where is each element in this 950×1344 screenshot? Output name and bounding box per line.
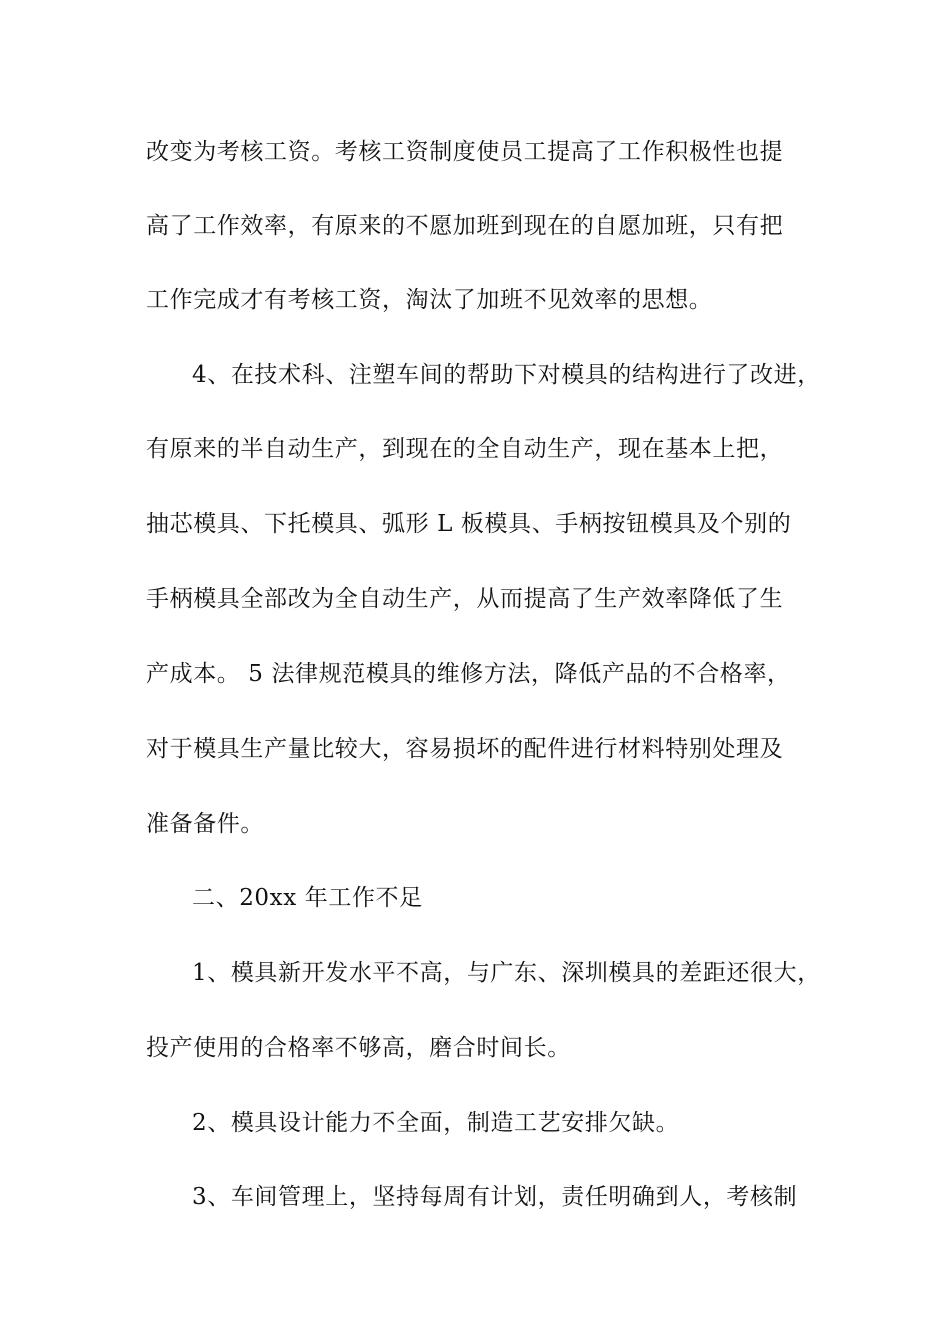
section-heading: 二、20xx 年工作不足 [192, 885, 423, 911]
text-line-14: 2、模具设计能力不全面，制造工艺安排欠缺。 [192, 1110, 680, 1136]
text-line-1: 改变为考核工资。考核工资制度使员工提高了工作积极性也提 [146, 139, 784, 165]
text-line-8: 产成本。 5 法律规范模具的维修方法，降低产品的不合格率， [146, 661, 791, 687]
text-line-7: 手柄模具全部改为全自动生产，从而提高了生产效率降低了生 [146, 586, 784, 612]
text-line-4: 4、在技术科、注塑车间的帮助下对模具的结构进行了改进， [192, 362, 821, 388]
text-line-9: 对于模具生产量比较大，容易损坏的配件进行材料特别处理及 [146, 736, 784, 762]
text-line-15: 3、车间管理上，坚持每周有计划，责任明确到人，考核制 [192, 1184, 798, 1210]
text-line-5: 有原来的半自动生产，到现在的全自动生产，现在基本上把， [146, 436, 784, 462]
text-line-6: 抽芯模具、下托模具、弧形 L 板模具、手柄按钮模具及个别的 [146, 511, 792, 537]
text-line-13: 投产使用的合格率不够高，磨合时间长。 [146, 1035, 571, 1061]
text-line-12: 1、模具新开发水平不高，与广东、深圳模具的差距还很大， [192, 960, 821, 986]
text-line-3: 工作完成才有考核工资，淘汰了加班不见效率的思想。 [146, 287, 713, 313]
text-line-10: 准备备件。 [146, 811, 264, 837]
text-line-2: 高了工作效率，有原来的不愿加班到现在的自愿加班，只有把 [146, 213, 784, 239]
